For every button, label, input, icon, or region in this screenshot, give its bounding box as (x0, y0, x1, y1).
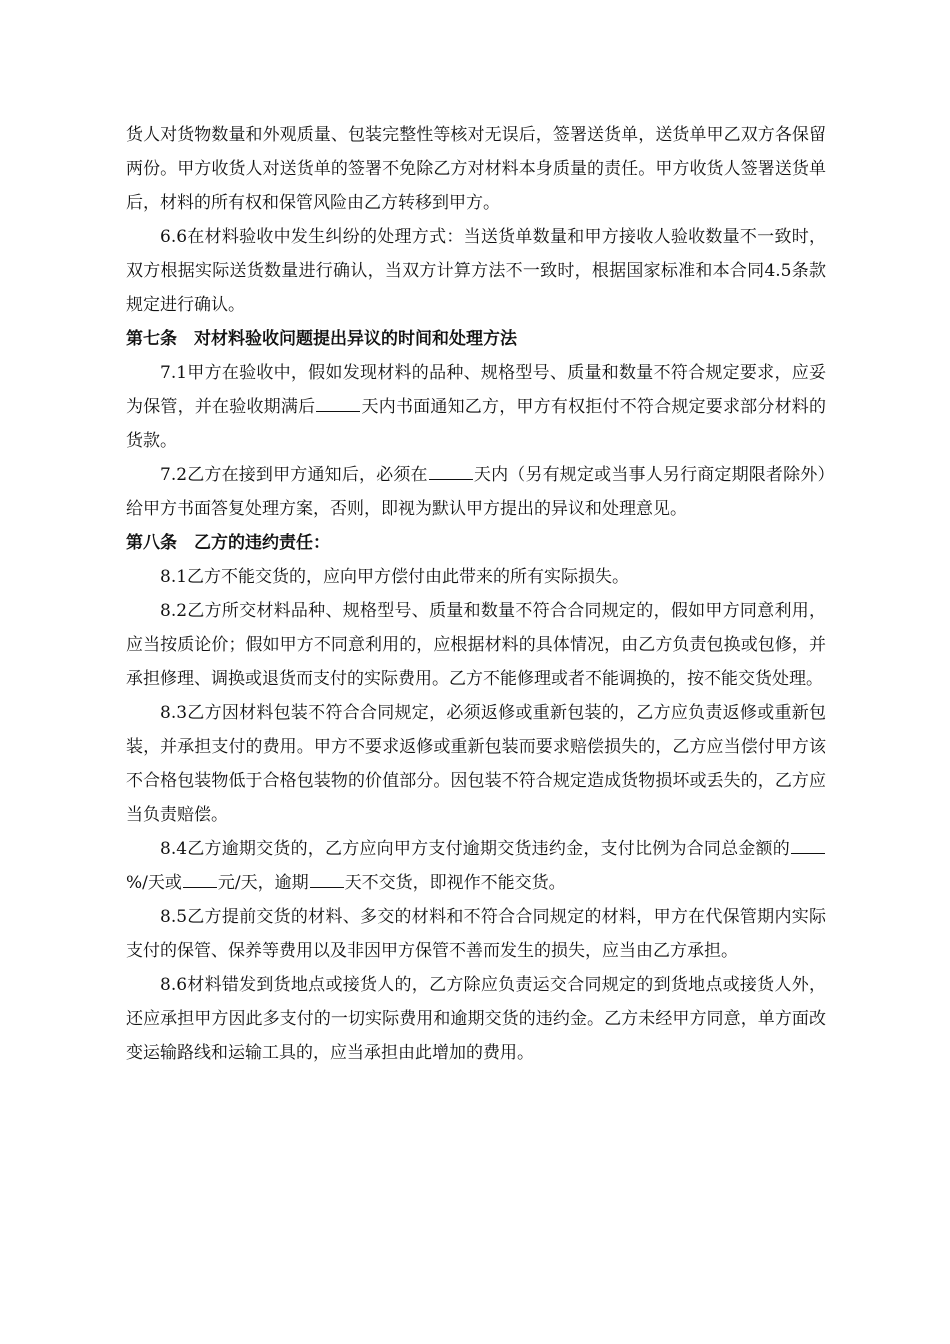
document-body (126, 118, 826, 1070)
paragraph-8-4-text-b: %/天或 (126, 873, 182, 893)
paragraph-8-4 (126, 832, 826, 900)
paragraph-7-2 (126, 458, 826, 526)
paragraph-8-4-text-c: 元/天，逾期 (217, 873, 309, 893)
blank-field[interactable] (791, 834, 825, 854)
paragraph-7-2-text-b: 天内（另有规定或当事人另行商定期限者除外）给甲方书面答复处理方案，否则，即视为默认甲方提出的异议和处理意见。 (126, 465, 826, 519)
paragraph-6-6: 6.6在材料验收中发生纠纷的处理方式：当送货单数量和甲方接收人验收数量不一致时，双方根据实际送货数量进行确认，当双方计算方法不一致时，根据国家标准和本合同4.5条款规定进行确认。 (126, 227, 826, 315)
paragraph-8-5: 8.5乙方提前交货的材料、多交的材料和不符合合同规定的材料，甲方在代保管期内实际支付的保管、保养等费用以及非因甲方保管不善而发生的损失，应当由乙方承担。 (126, 907, 826, 961)
paragraph-8-3: 8.3乙方因材料包装不符合合同规定，必须返修或重新包装的，乙方应负责返修或重新包装，并承担支付的费用。甲方不要求返修或重新包装而要求赔偿损失的，乙方应当偿付甲方该不合格包装物低于合格包装物的价值部分。因包装不符合规定造成货物损坏或丢失的，乙方应当负责赔偿。 (126, 703, 826, 825)
paragraph-8-6: 8.6材料错发到货地点或接货人的，乙方除应负责运交合同规定的到货地点或接货人外，还应承担甲方因此多支付的一切实际费用和逾期交货的违约金。乙方未经甲方同意，单方面改变运输路线和运输工具的，应当承担由此增加的费用。 (126, 975, 826, 1063)
paragraph-goods-receipt: 货人对货物数量和外观质量、包装完整性等核对无误后，签署送货单，送货单甲乙双方各保留两份。甲方收货人对送货单的签署不免除乙方对材料本身质量的责任。甲方收货人签署送货单后，材料的所有权和保管风险由乙方转移到甲方。 (126, 125, 826, 213)
paragraph-8-1: 8.1乙方不能交货的，应向甲方偿付由此带来的所有实际损失。 (160, 567, 630, 587)
paragraph-8-4-text-d: 天不交货，即视作不能交货。 (344, 873, 566, 893)
blank-field[interactable] (310, 868, 344, 888)
paragraph-8-2: 8.2乙方所交材料品种、规格型号、质量和数量不符合合同规定的，假如甲方同意利用，应当按质论价；假如甲方不同意利用的，应根据材料的具体情况，由乙方负责包换或包修，并承担修理、调换或退货而支付的实际费用。乙方不能修理或者不能调换的，按不能交货处理。 (126, 601, 826, 689)
paragraph-7-1-text-b: 天内书面通知乙方，甲方有权拒付不符合规定要求部分材料的货款。 (126, 397, 827, 451)
article-8-heading: 第八条 乙方的违约责任： (126, 533, 330, 553)
paragraph-7-1-text-a: 7.1甲方在验收中，假如发现材料的品种、规格型号、质量和数量不符合规定要求，应妥为保管，并在验收期满后 (126, 363, 826, 417)
blank-field[interactable] (183, 868, 217, 888)
article-7-heading: 第七条 对材料验收问题提出异议的时间和处理方法 (126, 329, 517, 349)
blank-field[interactable] (429, 460, 473, 480)
paragraph-7-2-text-a: 7.2乙方在接到甲方通知后，必须在 (160, 465, 428, 485)
paragraph-8-4-text-a: 8.4乙方逾期交货的，乙方应向甲方支付逾期交货违约金，支付比例为合同总金额的 (160, 839, 790, 859)
blank-field[interactable] (316, 392, 360, 412)
paragraph-7-1 (126, 356, 826, 458)
